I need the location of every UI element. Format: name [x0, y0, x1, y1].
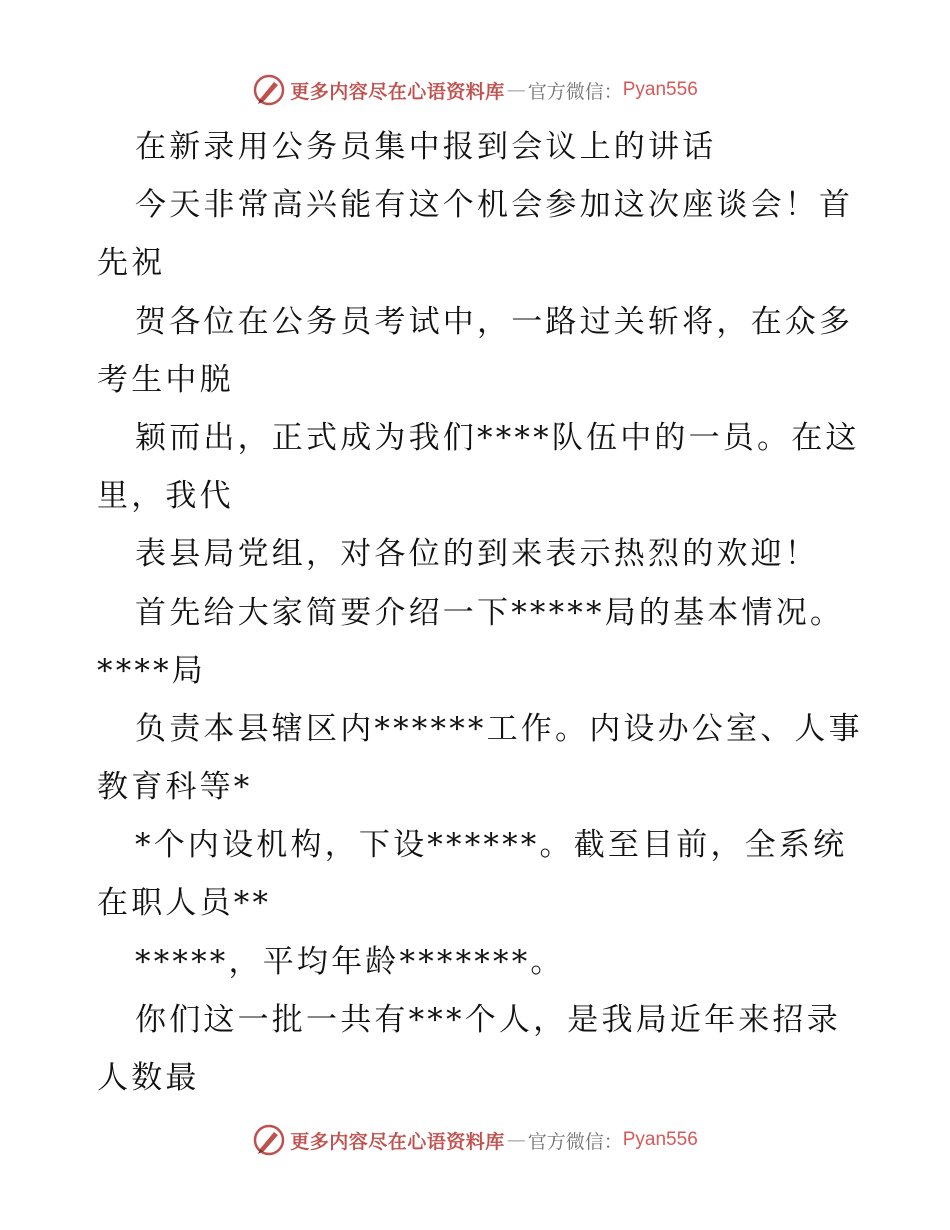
text-line: 今天非常高兴能有这个机会参加这次座谈会！首: [135, 187, 854, 224]
pen-logo-icon: [252, 73, 286, 107]
footer-watermark: [0, 1120, 950, 1160]
watermark-contact-label: 官方微信：: [527, 1130, 623, 1153]
watermark-dash: —: [506, 1129, 526, 1151]
text-line: 首先给大家简要介绍一下*****局的基本情况。: [135, 594, 845, 631]
text-line: *个内设机构，下设******。截至目前，全系统: [135, 827, 848, 864]
text-line: 人数最: [97, 1060, 200, 1096]
watermark-contact-id: Pyan556: [622, 79, 698, 100]
text-line: 颖而出，正式成为我们****队伍中的一员。在这: [135, 419, 860, 456]
text-line: 在职人员**: [97, 885, 272, 922]
text-line: *****，平均年龄*******。: [135, 943, 565, 980]
document-title: 在新录用公务员集中报到会议上的讲话: [135, 129, 717, 165]
text-line: 里，我代: [97, 478, 234, 515]
text-line: 贺各位在公务员考试中，一路过关斩将，在众多: [135, 303, 854, 340]
text-line: 负责本县辖区内******工作。内设办公室、人事: [135, 710, 863, 747]
text-line: ****局: [97, 652, 206, 689]
watermark-brand: 更多内容尽在心语资料库: [290, 1130, 505, 1153]
text-line: 先祝: [97, 245, 166, 282]
pen-logo-icon: [252, 1123, 286, 1157]
text-line: 表县局党组，对各位的到来表示热烈的欢迎！: [135, 536, 819, 573]
text-line: 考生中脱: [97, 361, 234, 398]
watermark-contact-id: Pyan556: [622, 1129, 698, 1150]
watermark-contact-label: 官方微信：: [527, 80, 623, 103]
document-body: [97, 118, 863, 1107]
text-line: 你们这一批一共有***个人，是我局近年来招录: [135, 1001, 841, 1038]
text-line: 教育科等*: [97, 769, 253, 806]
watermark-brand: 更多内容尽在心语资料库: [290, 80, 505, 103]
watermark-dash: —: [506, 79, 526, 101]
header-watermark: [0, 70, 950, 110]
